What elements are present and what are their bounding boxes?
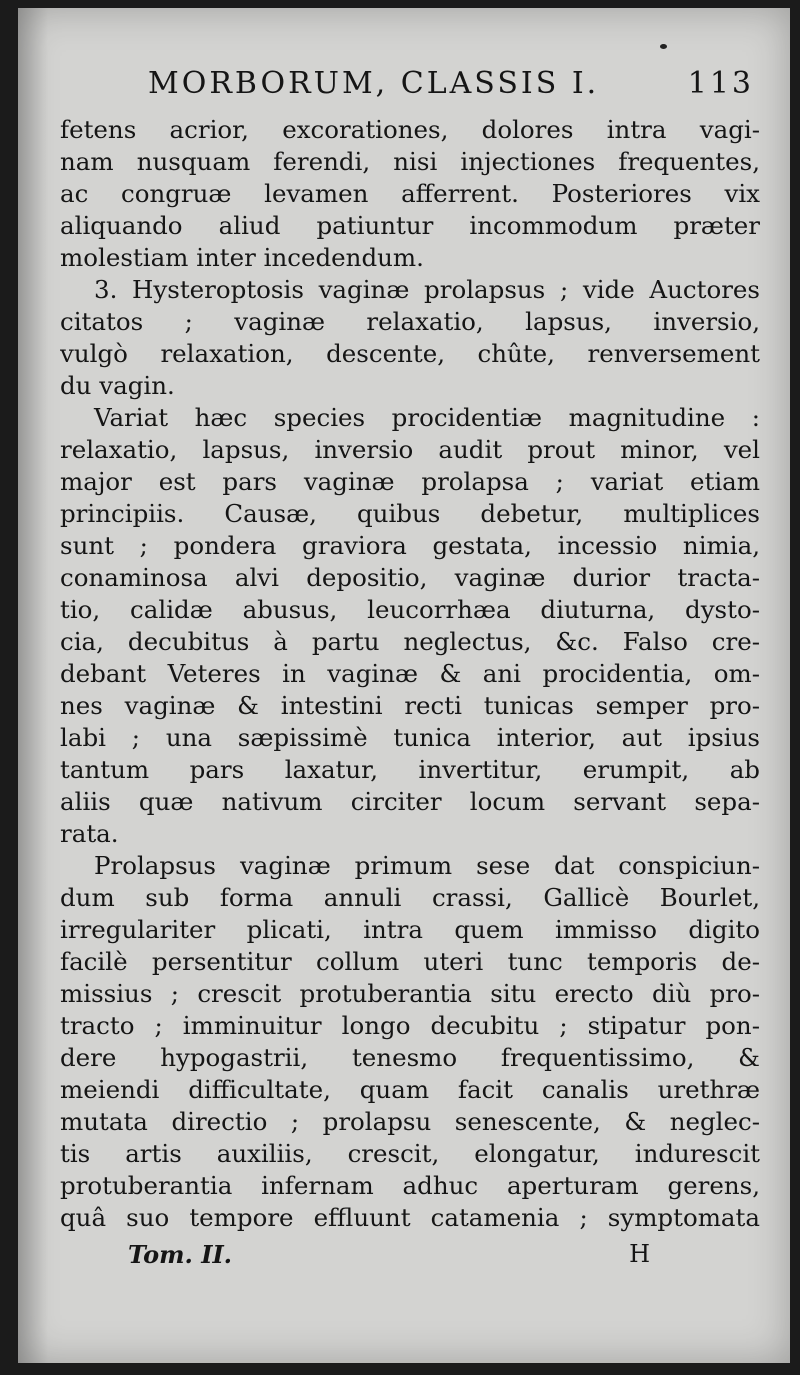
gutter-shadow <box>18 8 48 1363</box>
text-line: aliis quæ nativum circiter locum servant sepa- <box>60 787 760 816</box>
text-line: labi ; una sæpissimè tunica interior, aut ipsius <box>60 723 760 752</box>
text-line: vulgò relaxation, descente, chûte, renversement <box>60 339 760 368</box>
text-line: dere hypogastrii, tenesmo frequentissimo, & <box>60 1043 760 1072</box>
text-line: nes vaginæ & intestini recti tunicas semper pro- <box>60 691 760 720</box>
text-line: cia, decubitus à partu neglectus, &c. Falso cre- <box>60 627 760 656</box>
book-page <box>18 8 790 1363</box>
running-header <box>60 66 760 114</box>
page-text <box>60 66 760 1274</box>
text-line: tracto ; imminuitur longo decubitu ; stipatur pon- <box>60 1011 760 1040</box>
text-line: protuberantia infernam adhuc aperturam gerens, <box>60 1171 760 1200</box>
text-line: facilè persentitur collum uteri tunc temporis de- <box>60 947 760 976</box>
text-line: major est pars vaginæ prolapsa ; variat etiam <box>60 467 760 496</box>
text-line: citatos ; vaginæ relaxatio, lapsus, inversio, <box>60 307 760 336</box>
text-line: conaminosa alvi depositio, vaginæ durior tracta- <box>60 563 760 592</box>
page-number: 113 <box>687 66 754 101</box>
text-line: aliquando aliud patiuntur incommodum præter <box>60 211 760 240</box>
text-line: molestiam inter incedendum. <box>60 243 424 272</box>
volume-label: Tom. II. <box>128 1240 233 1269</box>
text-line: missius ; crescit protuberantia situ erecto diù pro- <box>60 979 760 1008</box>
text-line: nam nusquam ferendi, nisi injectiones frequentes, <box>60 147 760 176</box>
page-footer <box>60 1240 760 1274</box>
text-line: tantum pars laxatur, invertitur, erumpit, ab <box>60 755 760 784</box>
running-title: MORBORUM, CLASSIS I. <box>148 66 600 101</box>
text-line: Prolapsus vaginæ primum sese dat conspiciun- <box>94 851 760 880</box>
text-line: du vagin. <box>60 371 175 400</box>
text-line: 3. Hysteroptosis vaginæ prolapsus ; vide Auctores <box>94 275 760 304</box>
text-line: tis artis auxiliis, crescit, elongatur, indurescit <box>60 1139 760 1168</box>
text-line: quâ suo tempore effluunt catamenia ; symptomata <box>60 1203 760 1232</box>
text-line: rata. <box>60 819 119 848</box>
text-line: tio, calidæ abusus, leucorrhæa diuturna, dysto- <box>60 595 760 624</box>
text-line: fetens acrior, excorationes, dolores intra vagi- <box>60 115 760 144</box>
text-line: debant Veteres in vaginæ & ani procidentia, om- <box>60 659 760 688</box>
text-line: relaxatio, lapsus, inversio audit prout minor, vel <box>60 435 760 464</box>
text-line: ac congruæ levamen afferrent. Posteriores vix <box>60 179 760 208</box>
text-line: irregulariter plicati, intra quem immisso digito <box>60 915 760 944</box>
text-line: Variat hæc species procidentiæ magnitudine : <box>94 403 760 432</box>
text-line: sunt ; pondera graviora gestata, incessio nimia, <box>60 531 760 560</box>
ink-speck <box>660 44 667 49</box>
signature-mark: H <box>629 1240 650 1268</box>
text-line: dum sub forma annuli crassi, Gallicè Bourlet, <box>60 883 760 912</box>
text-line: mutata directio ; prolapsu senescente, & neglec- <box>60 1107 760 1136</box>
text-line: meiendi difficultate, quam facit canalis urethræ <box>60 1075 760 1104</box>
text-line: principiis. Causæ, quibus debetur, multiplices <box>60 499 760 528</box>
